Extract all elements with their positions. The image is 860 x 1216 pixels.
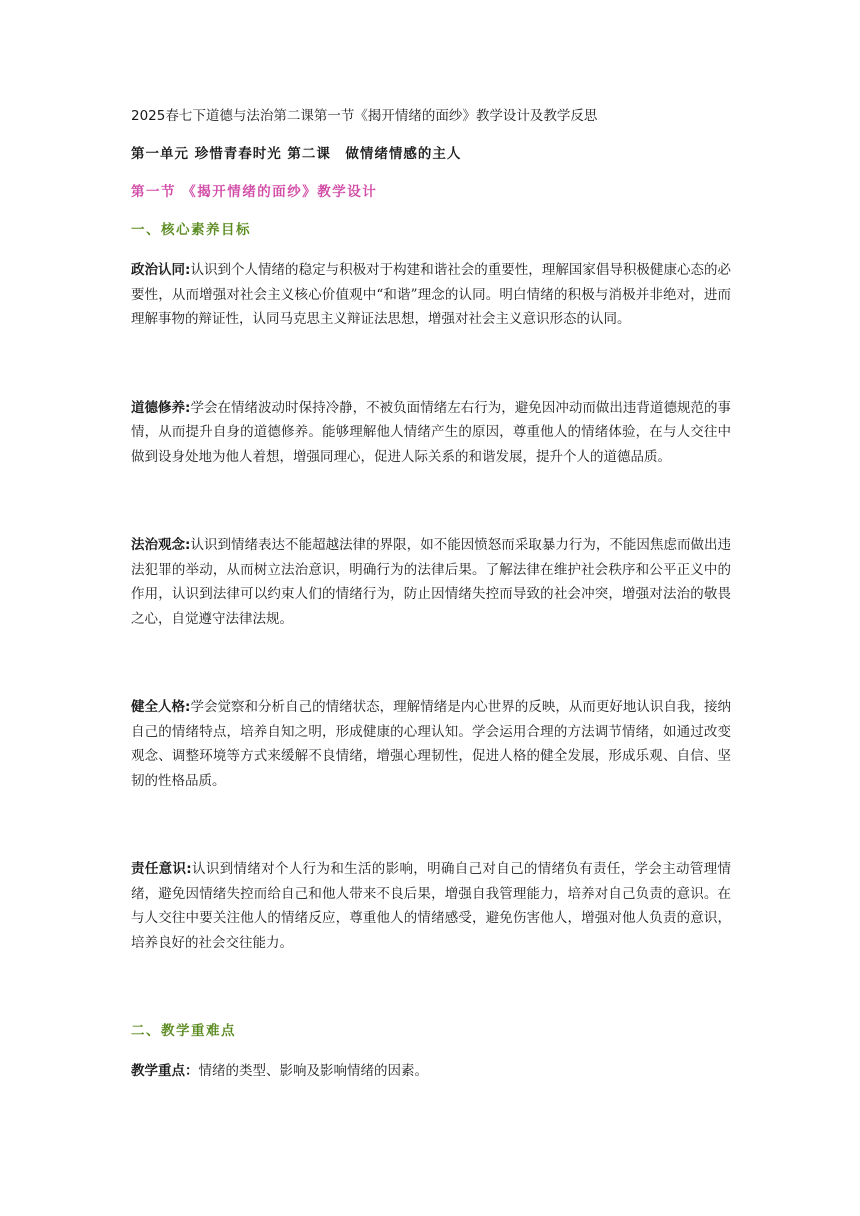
unit-heading: 第一单元 珍惜青春时光 第二课 做情绪情感的主人: [131, 146, 462, 162]
key-point-label: 教学重点：: [131, 1063, 199, 1079]
goal-sound-personality: [131, 695, 731, 793]
goal-rule-of-law: [131, 533, 731, 631]
goal-moral-cultivation: [131, 396, 731, 470]
document-title: 2025春七下道德与法治第二课第一节《揭开情绪的面纱》教学设计及教学反思: [131, 108, 598, 124]
goal-text: 认识到情绪对个人行为和生活的影响，明确自己对自己的情绪负有责任，学会主动管理情绪，避免因情绪失控而给自己和他人带来不良后果，增强自我管理能力，培养对自己负责的意识。在与人交往中要关注他人的情绪反应，尊重他人的情绪感受，避免伤害他人，增强对他人负责的意识，培养良好的社会交往能力。: [131, 861, 732, 951]
lesson-heading: 第一节 《揭开情绪的面纱》教学设计: [131, 184, 378, 200]
goal-label: 政治认同:: [131, 262, 191, 278]
goal-political-identity: [131, 258, 731, 332]
key-point-text: 情绪的类型、影响及影响情绪的因素。: [198, 1063, 428, 1079]
goal-label: 道德修养:: [131, 399, 191, 416]
teaching-key-point: [131, 1059, 731, 1084]
goal-label: 责任意识:: [131, 861, 192, 877]
spacer: [131, 631, 731, 695]
goal-text: 学会觉察和分析自己的情绪状态，理解情绪是内心世界的反映，从而更好地认识自我，接纳自己的情绪特点，培养自知之明，形成健康的心理认知。学会运用合理的方法调节情绪，如通过改变观念、调整环境等方式来缓解不良情绪，增强心理韧性，促进人格的健全发展，形成乐观、自信、坚韧的性格品质。: [131, 699, 731, 789]
goal-label: 健全人格:: [131, 699, 191, 715]
goal-label: 法治观念:: [131, 537, 191, 553]
spacer: [131, 955, 731, 1021]
spacer: [131, 469, 731, 533]
goal-responsibility: [131, 857, 731, 955]
goal-text: 认识到个人情绪的稳定与积极对于构建和谐社会的重要性，理解国家倡导积极健康心态的必要性，从而增强对社会主义核心价值观中“和谐”理念的认同。明白情绪的积极与消极并非绝对，进而理解事物的辩证性，认同马克思主义辩证法思想，增强对社会主义意识形态的认同。: [131, 262, 731, 327]
document-body: [131, 106, 731, 1084]
spacer: [131, 793, 731, 857]
goal-text: 认识到情绪表达不能超越法律的界限，如不能因愤怒而采取暴力行为，不能因焦虑而做出违法犯罪的举动，从而树立法治意识，明确行为的法律后果。了解法律在维护社会秩序和公平正义中的作用，认识到法律可以约束人们的情绪行为，防止因情绪失控而导致的社会冲突，增强对法治的敬畏之心，自觉遵守法律法规。: [131, 537, 731, 627]
section-heading-key-points: 二、教学重难点: [131, 1023, 236, 1039]
spacer: [131, 332, 731, 396]
goal-text: 学会在情绪波动时保持冷静，不被负面情绪左右行为，避免因冲动而做出违背道德规范的事情，从而提升自身的道德修养。能够理解他人情绪产生的原因，尊重他人的情绪体验，在与人交往中做到设身处地为他人着想，增强同理心，促进人际关系的和谐发展，提升个人的道德品质。: [131, 399, 731, 465]
section-heading-core-goals: 一、核心素养目标: [131, 222, 251, 238]
